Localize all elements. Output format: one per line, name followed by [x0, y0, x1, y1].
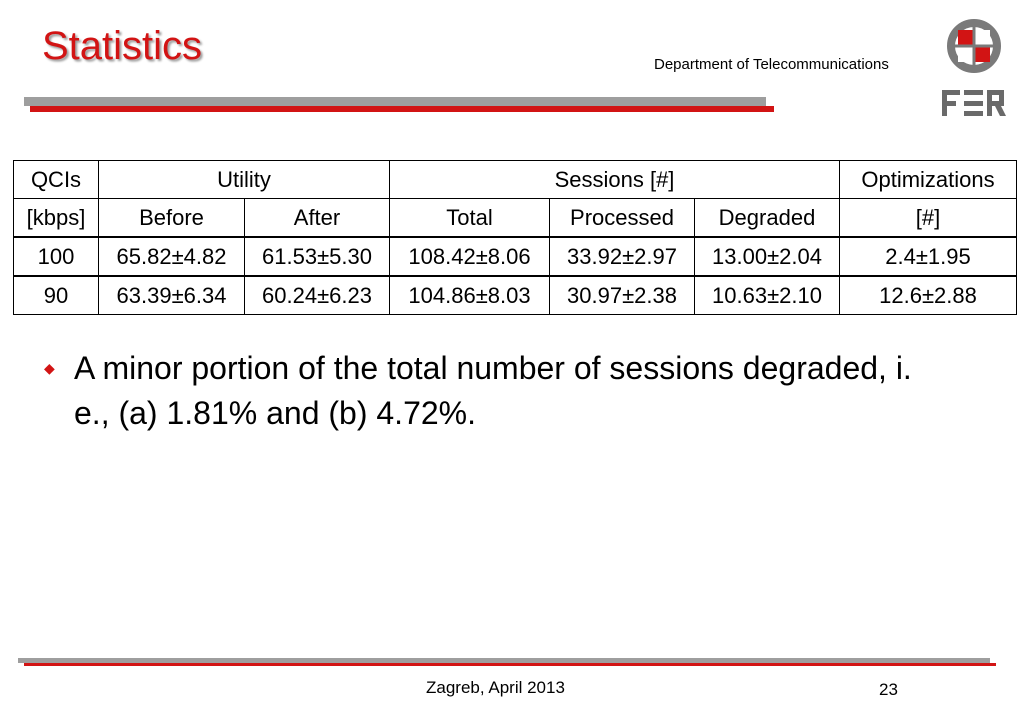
table-cell: 90 [14, 276, 99, 315]
table-cell: 12.6±2.88 [840, 276, 1017, 315]
diamond-bullet-icon: ◆ [44, 360, 55, 376]
table-header-cell: Degraded [695, 199, 840, 238]
table-cell: 100 [14, 237, 99, 276]
table-header-cell: [#] [840, 199, 1017, 238]
header-divider-gray [24, 97, 766, 106]
table-cell: 60.24±6.23 [245, 276, 390, 315]
page-number: 23 [879, 680, 898, 699]
table-cell: 10.63±2.10 [695, 276, 840, 315]
logo-emblem-icon [951, 23, 997, 69]
table-header-cell: Utility [99, 161, 390, 199]
table-header-cell: Sessions [#] [390, 161, 840, 199]
footer-divider-red [24, 663, 996, 666]
table-cell: 63.39±6.34 [99, 276, 245, 315]
table-cell: 33.92±2.97 [550, 237, 695, 276]
table-cell: 104.86±8.03 [390, 276, 550, 315]
footer-location-date: Zagreb, April 2013 [426, 678, 565, 697]
table-header-cell: Optimizations [840, 161, 1017, 199]
table-header-cell: Processed [550, 199, 695, 238]
table-cell: 65.82±4.82 [99, 237, 245, 276]
table-header-cell: QCIs [14, 161, 99, 199]
bullet-item: A minor portion of the total number of sessions degraded, i. e., (a) 1.81% and (b) 4.72%. [74, 350, 912, 431]
department-name: Department of Telecommunications [654, 56, 889, 73]
table-cell: 30.97±2.38 [550, 276, 695, 315]
header-divider-red [30, 106, 774, 112]
table-cell: 13.00±2.04 [695, 237, 840, 276]
table-header-cell: [kbps] [14, 199, 99, 238]
table-header-cell: Total [390, 199, 550, 238]
logo-wordmark [942, 90, 1006, 116]
table-subheader-row [14, 199, 1017, 238]
table-header-cell: Before [99, 199, 245, 238]
table-row [14, 276, 1017, 315]
slide-title: Statistics [42, 24, 203, 68]
table-header-cell: After [245, 199, 390, 238]
table-cell: 2.4±1.95 [840, 237, 1017, 276]
statistics-table [13, 160, 1017, 315]
table-cell: 61.53±5.30 [245, 237, 390, 276]
table-header-row [14, 161, 1017, 199]
table-row [14, 237, 1017, 276]
table-cell: 108.42±8.06 [390, 237, 550, 276]
fer-logo [938, 18, 1010, 122]
